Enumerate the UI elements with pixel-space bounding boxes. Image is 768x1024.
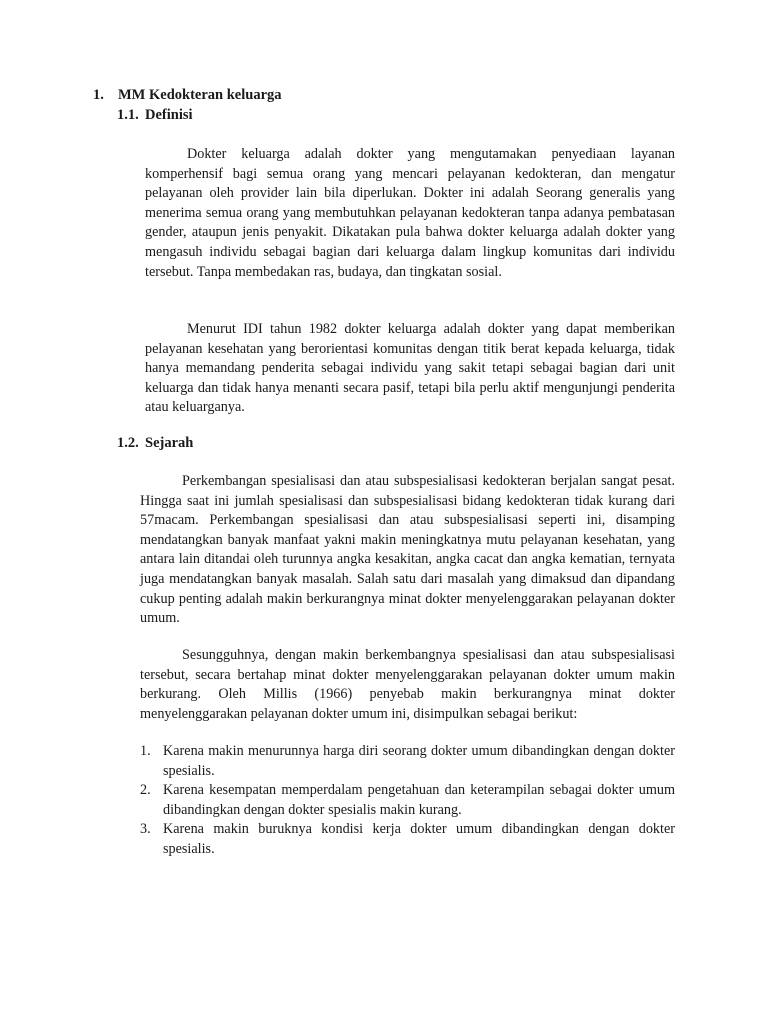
list-item-number: 1. [140,743,151,759]
list-item-text: Karena makin menurunnya harga diri seorang dokter umum dibandingkan dengan dokter spesialis. [163,743,675,779]
paragraph-definisi-2: Menurut IDI tahun 1982 dokter keluarga adalah dokter yang dapat memberikan pelayanan kesehatan yang berorientasi komunitas dengan titik berat kepada keluarga, tidak hanya memandang penderita sebagai individu yang sakit tetapi sebagai bagian dari unit keluarga dan tidak hanya menanti secara pasif, tetapi bila perlu aktif mengunjungi penderita atau keluarganya. [145,321,675,416]
section-number: 1.2. [117,435,139,451]
main-heading-number: 1. [93,87,104,103]
paragraph-definisi-1: Dokter keluarga adalah dokter yang mengutamakan penyediaan layanan komperhensif bagi semua orang yang mencari pelayanan kedokteran, dan mengatur pelayanan oleh provider lain bila diperlukan. Dokter ini adalah Seorang generalis yang menerima semua orang yang membutuhkan pelayanan kedokteran tanpa adanya pembatasan gender, ataupun jenis penyakit. Dikatakan pula bahwa dokter keluarga adalah dokter yang mengasuh individu sebagai bagian dari keluarga dalam lingkup komunitas dari individu tersebut. Tanpa membedakan ras, budaya, dan tingkatan sosial. [145,146,675,280]
section-title: Definisi [145,107,193,123]
main-heading [93,87,282,104]
list-item [140,742,675,781]
paragraph-sejarah-1: Perkembangan spesialisasi dan atau subspesialisasi kedokteran berjalan sangat pesat. Hingga saat ini jumlah spesialisasi dan subspesialisasi bidang kedokteran tidak kurang dari 57macam. Perkembangan spesialisasi dan atau subspesialisasi seperti ini, disamping mendatangkan banyak manfaat yakni makin meningkatnya mutu pelayanan kesehatan, yang antara lain ditandai oleh turunnya angka kesakitan, angka cacat dan angka kematian, ternyata juga mendatangkan banyak masalah. Salah satu dari masalah yang dimaksud dan dipandang cukup penting adalah makin berkurangnya minat dokter menyelenggarakan pelayanan dokter umum. [140,473,675,627]
list-item-number: 2. [140,782,151,799]
section-heading-definisi [117,107,193,124]
list-item [140,820,675,859]
list-item-text: Karena kesempatan memperdalam pengetahuan dan keterampilan sebagai dokter umum dibandingkan dengan dokter spesialis makin kurang. [163,782,675,818]
list-item [140,781,675,820]
list-item-text: Karena makin buruknya kondisi kerja dokter umum dibandingkan dengan dokter spesialis. [163,821,675,857]
reasons-list [140,742,675,860]
section-heading-sejarah [117,435,193,452]
section-number: 1.1. [117,107,139,123]
paragraph-sejarah-2: Sesungguhnya, dengan makin berkembangnya spesialisasi dan atau subspesialisasi tersebut, secara bertahap minat dokter menyelenggarakan pelayanan dokter umum makin berkurang. Oleh Millis (1966) penyebab makin berkurangnya minat dokter menyelenggarakan pelayanan dokter umum ini, disimpulkan sebagai berikut: [140,647,675,722]
section-title: Sejarah [145,435,194,451]
list-item-number: 3. [140,821,151,838]
main-heading-title: MM Kedokteran keluarga [118,87,282,103]
